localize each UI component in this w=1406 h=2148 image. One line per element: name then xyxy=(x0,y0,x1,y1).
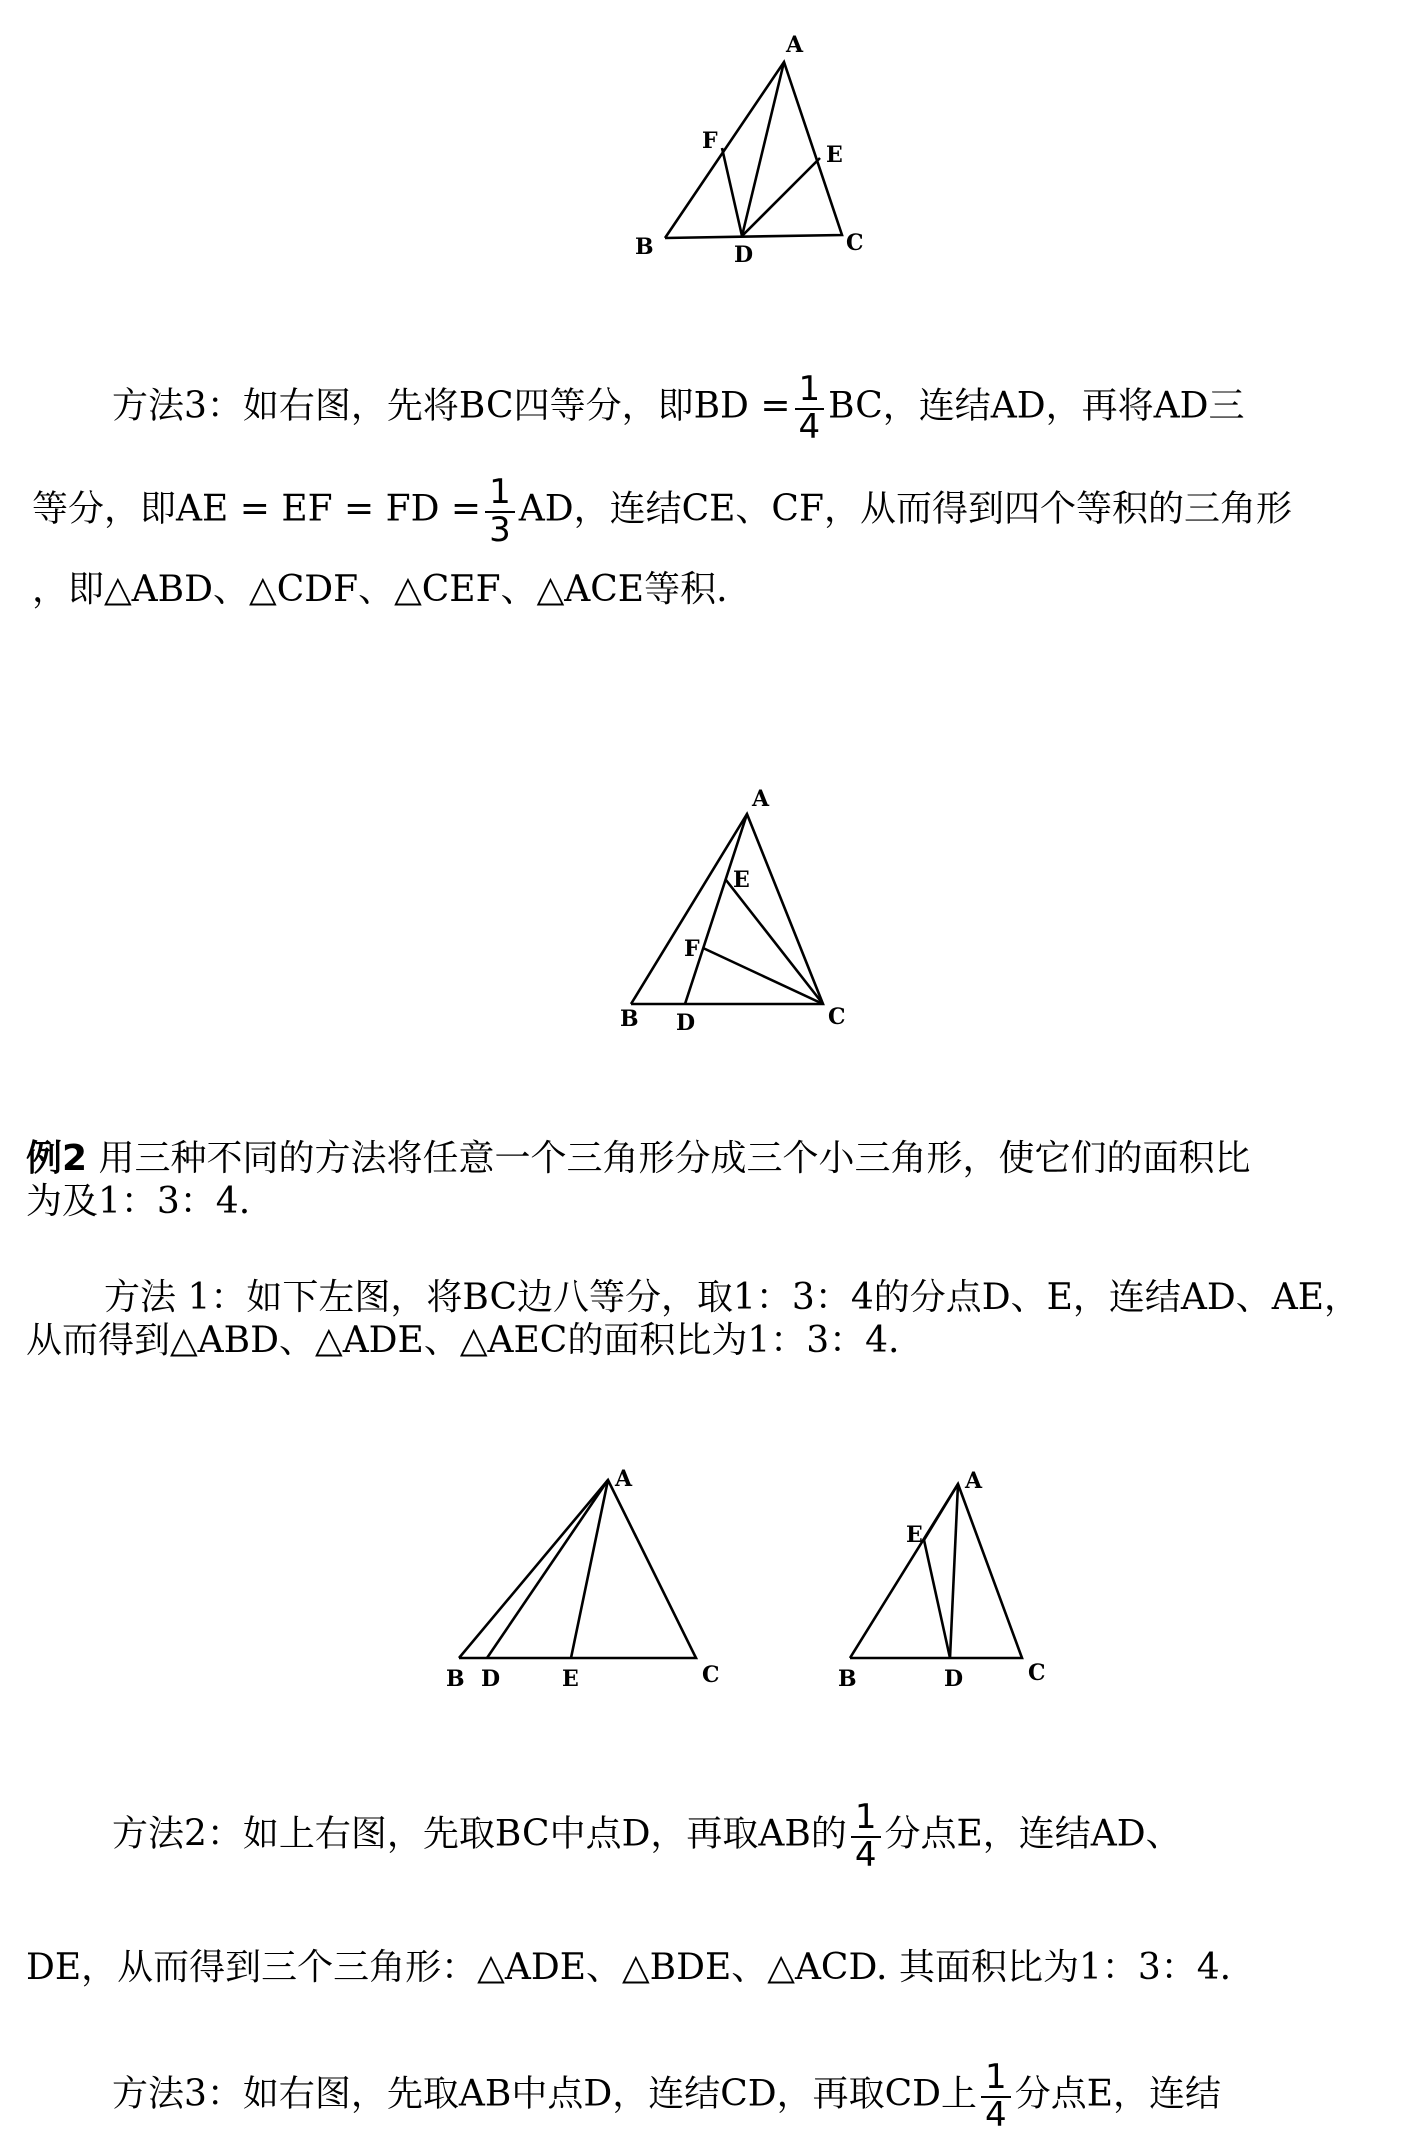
segment-ad xyxy=(742,62,784,236)
triangle-figure-4 xyxy=(700,1450,1406,1710)
label-b: B xyxy=(620,1006,639,1032)
fraction-one-quarter: $\frac{1}{4}$ xyxy=(795,372,825,445)
label-d: D xyxy=(676,1010,696,1036)
fraction-one-quarter: $\frac{1}{4}$ xyxy=(851,1800,881,1873)
triangle-abc xyxy=(665,62,842,238)
method3a-line2: 等分，即AE = EF = FD = $\frac{1}{3}$ AD，连结CE、CF，从而得到四个等积的三角形 xyxy=(32,472,1292,550)
label-c: C xyxy=(846,230,864,256)
example2-line1: 例2 用三种不同的方法将任意一个三角形分成三个小三角形，使它们的面积比 xyxy=(26,1138,1251,1179)
label-b: B xyxy=(838,1666,857,1692)
label-d: D xyxy=(944,1666,964,1692)
label-c: C xyxy=(702,1662,720,1688)
segment-ad xyxy=(685,814,747,1004)
triangle-figure-1 xyxy=(0,0,1406,290)
method1-line2: 从而得到△ABD、△ADE、△AEC的面积比为1：3：4. xyxy=(26,1320,900,1361)
fraction-one-quarter: $\frac{1}{4}$ xyxy=(981,2060,1011,2133)
triangle-abc xyxy=(850,1484,1022,1658)
method2-line2: DE，从而得到三个三角形：△ADE、△BDE、△ACD. 其面积比为1：3：4. xyxy=(26,1947,1232,1988)
segment-ed xyxy=(742,158,820,236)
method3b-line1: 方法3：如右图，先取AB中点D，连结CD，再取CD上 $\frac{1}{4}$ 分点E，连结 xyxy=(112,2057,1221,2135)
label-c: C xyxy=(828,1004,846,1030)
method3a-line1: 方法3：如右图，先将BC四等分，即BD = $\frac{1}{4}$ BC，连结AD，再将AD三 xyxy=(112,369,1245,447)
segment-ad xyxy=(950,1484,958,1658)
method3a-line3: ，即△ABD、△CDF、△CEF、△ACE等积. xyxy=(32,569,728,610)
label-b: B xyxy=(635,234,654,260)
label-e: E xyxy=(562,1666,579,1692)
triangle-abc xyxy=(631,814,823,1004)
fraction-one-third: $\frac{1}{3}$ xyxy=(485,475,515,548)
label-e: E xyxy=(733,867,750,893)
segment-ce xyxy=(726,880,823,1004)
label-a: A xyxy=(965,1468,983,1494)
label-c: C xyxy=(1028,1660,1046,1686)
label-a: A xyxy=(786,32,804,58)
triangle-figure-3 xyxy=(0,1450,720,1710)
label-f: F xyxy=(684,936,700,962)
label-d: D xyxy=(734,242,754,268)
example2-line2: 为及1：3：4. xyxy=(26,1181,251,1222)
label-d: D xyxy=(481,1666,501,1692)
triangle-figure-2 xyxy=(0,770,1406,1050)
label-e: E xyxy=(826,142,843,168)
label-a: A xyxy=(615,1466,633,1492)
method1-line1: 方法 1：如下左图，将BC边八等分，取1：3：4的分点D、E，连结AD、AE， xyxy=(104,1277,1361,1318)
segment-ae xyxy=(924,1484,958,1540)
segment-ed xyxy=(924,1540,950,1658)
example-label: 例2 xyxy=(26,1138,88,1179)
label-a: A xyxy=(752,786,770,812)
segment-fd xyxy=(722,148,742,236)
method2-line1: 方法2：如上右图，先取BC中点D，再取AB的 $\frac{1}{4}$ 分点E，连结AD、 xyxy=(112,1797,1182,1875)
label-e: E xyxy=(906,1522,923,1548)
label-b: B xyxy=(446,1666,465,1692)
label-f: F xyxy=(702,128,718,154)
